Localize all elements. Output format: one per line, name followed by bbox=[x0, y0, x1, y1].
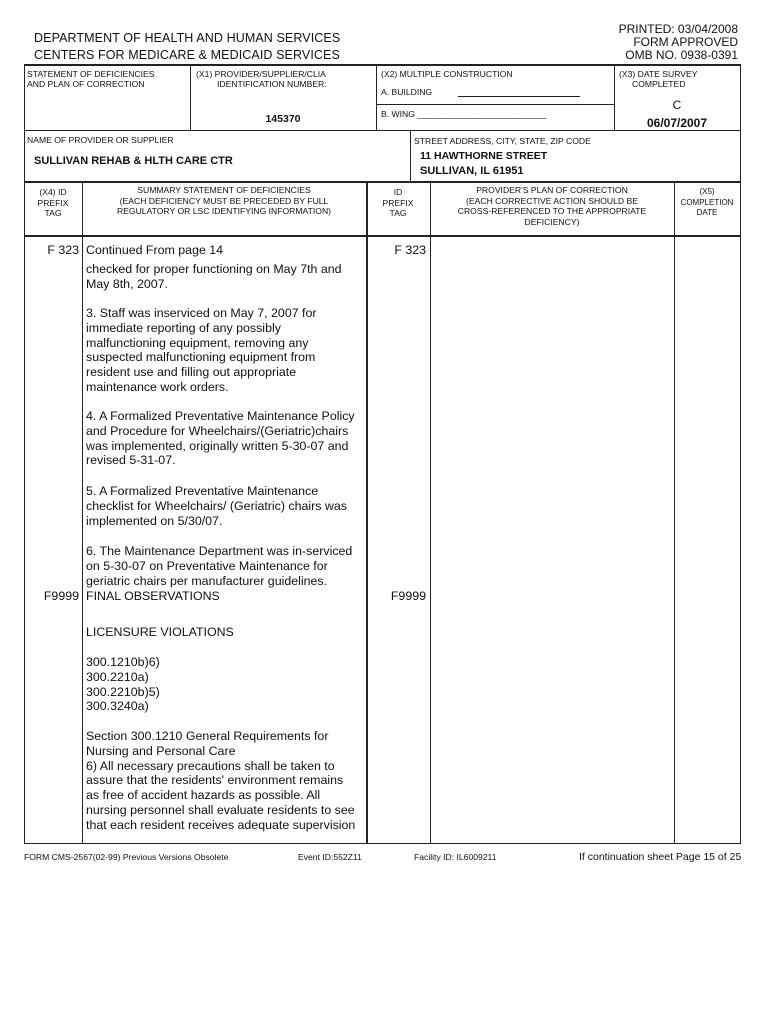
address-divider bbox=[410, 130, 411, 181]
x2-divider bbox=[376, 64, 377, 130]
id-prefix-header: ID PREFIX TAG bbox=[382, 187, 414, 218]
paragraph-item-5: 5. A Formalized Preventative Maintenance checklist for Wheelchairs/ (Geriatric) chairs was implemented on 5/30/07. bbox=[86, 484, 347, 528]
form-number: FORM CMS-2567(02-99) Previous Versions Obsolete bbox=[24, 852, 229, 862]
paragraph-item-3: 3. Staff was inserviced on May 7, 2007 for immediate reporting of any possibly malfunctioning equipment, removing any suspected malfunctioning equipment from resident use and filling out appropriate maintenance work orders. bbox=[86, 306, 317, 394]
printed-date: PRINTED: 03/04/2008 bbox=[618, 22, 738, 36]
paragraph-item-4: 4. A Formalized Preventative Maintenance Policy and Procedure for Wheelchairs/(Geriatric)chairs was implemented, originally written 5-30-07 and revised 5-31-07. bbox=[86, 409, 355, 468]
body-top-border bbox=[24, 235, 741, 237]
building-blank-line bbox=[458, 88, 580, 97]
body-bottom-border bbox=[24, 843, 741, 844]
event-id: Event ID:552Z11 bbox=[298, 852, 362, 862]
statement-label-1: STATEMENT OF DEFICIENCIES bbox=[27, 69, 155, 79]
final-observations-heading: FINAL OBSERVATIONS bbox=[86, 589, 220, 603]
id-tag-f9999: F9999 bbox=[390, 589, 426, 603]
right-border bbox=[740, 64, 741, 843]
id-tag-f323: F 323 bbox=[394, 243, 426, 257]
x1-label-2: IDENTIFICATION NUMBER: bbox=[217, 79, 327, 89]
x4-tag-f323: F 323 bbox=[47, 243, 79, 257]
department-line-2: CENTERS FOR MEDICARE & MEDICAID SERVICES bbox=[34, 48, 340, 62]
statement-label-2: AND PLAN OF CORRECTION bbox=[27, 79, 145, 89]
address-label: STREET ADDRESS, CITY, STATE, ZIP CODE bbox=[414, 136, 591, 146]
summary-column-divider bbox=[366, 181, 368, 843]
x3-label-1: (X3) DATE SURVEY bbox=[619, 69, 698, 79]
omb-number: OMB NO. 0938-0391 bbox=[625, 48, 738, 62]
x3-label-2: COMPLETED bbox=[632, 79, 686, 89]
wing-label: B. WING ___________________________ bbox=[381, 109, 547, 119]
paragraph-item-6: 6. The Maintenance Department was in-serviced on 5-30-07 on Preventative Maintenance for geriatric chairs per manufacturer guidelines. bbox=[86, 544, 353, 588]
page-number: If continuation sheet Page 15 of 25 bbox=[579, 851, 742, 863]
building-wing-divider bbox=[376, 104, 614, 105]
survey-completed-date: 06/07/2007 bbox=[646, 116, 708, 130]
x4-column-divider bbox=[82, 181, 83, 843]
completion-date-header: (X5) COMPLETION DATE bbox=[680, 187, 734, 217]
survey-type-letter: C bbox=[672, 98, 682, 112]
street-address: 11 HAWTHORNE STREET bbox=[420, 150, 548, 162]
city-state-zip: SULLIVAN, IL 61951 bbox=[420, 165, 524, 177]
summary-header: SUMMARY STATEMENT OF DEFICIENCIES (EACH DEFICIENCY MUST BE PRECEDED BY FULL REGULATORY OR LSC IDENTIFYING INFORMATION) bbox=[116, 185, 332, 216]
x4-header: (X4) ID PREFIX TAG bbox=[37, 187, 69, 218]
form-approved: FORM APPROVED bbox=[633, 35, 738, 49]
provider-id-number: 145370 bbox=[265, 113, 301, 125]
provider-name-label: NAME OF PROVIDER OR SUPPLIER bbox=[27, 135, 174, 145]
continued-line: Continued From page 14 bbox=[86, 243, 224, 257]
plan-of-correction-header: PROVIDER'S PLAN OF CORRECTION (EACH CORRECTIVE ACTION SHOULD BE CROSS-REFERENCED TO THE APPROPRIATE DEFICIENCY) bbox=[457, 185, 647, 227]
section-300-1210-text: Section 300.1210 General Requirements for Nursing and Personal Care 6) All necessary precautions shall be taken to assure that the residents' environment remains as free of accident hazards as possible. All nursing personnel shall evaluate residents to see that each resident receives adequate supervision bbox=[86, 729, 356, 832]
id-column-divider bbox=[430, 181, 431, 843]
building-label: A. BUILDING bbox=[381, 87, 433, 97]
provider-top-border bbox=[24, 130, 741, 131]
plan-column-divider bbox=[674, 181, 675, 843]
top-border bbox=[24, 64, 741, 66]
facility-id: Facility ID: IL6009211 bbox=[414, 852, 497, 862]
x4-tag-f9999: F9999 bbox=[43, 589, 79, 603]
x1-label-1: (X1) PROVIDER/SUPPLIER/CLIA bbox=[196, 69, 326, 79]
regulation-citations: 300.1210b)6) 300.2210a) 300.2210b)5) 300.3240a) bbox=[86, 655, 160, 714]
column-header-top-border bbox=[24, 181, 741, 183]
left-border bbox=[24, 64, 25, 843]
licensure-violations-heading: LICENSURE VIOLATIONS bbox=[86, 625, 234, 639]
paragraph-checked: checked for proper functioning on May 7th and May 8th, 2007. bbox=[86, 262, 342, 291]
provider-name: SULLIVAN REHAB & HLTH CARE CTR bbox=[34, 155, 233, 167]
x2-label: (X2) MULTIPLE CONSTRUCTION bbox=[381, 69, 513, 79]
department-line-1: DEPARTMENT OF HEALTH AND HUMAN SERVICES bbox=[34, 31, 341, 45]
